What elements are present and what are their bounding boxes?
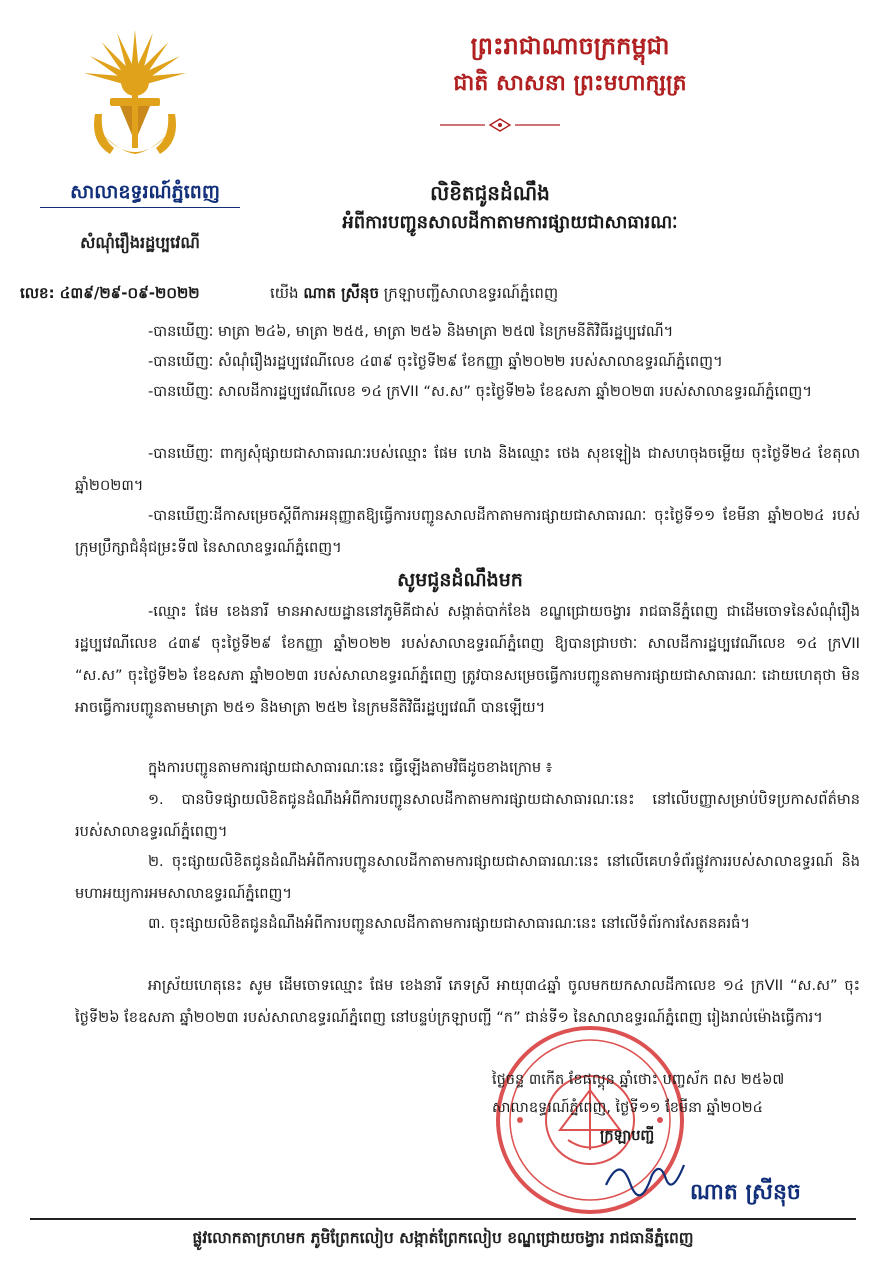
notice-paragraph: -ឈ្មោះ ផែម ខេងនារី មានអាសយដ្ឋាននៅភូមិគីជាស់ សង្កាត់បាក់ខែង ខណ្ឌជ្រោយចង្វារ រាជធានីភ្នំពេញ ជាដើមចោទនៃសំណុំរឿងរដ្ឋប្បវេណីលេខ ៤៣៩ ចុះថ្ងៃទី២៩ ខែកញ្ញា ឆ្នាំ២០២២ របស់សាលាឧទ្ធរណ៍ភ្នំពេញ ឱ្យបានជ្រាបថាៈ សាលដីការដ្ឋប្បវេណីលេខ ១៤ ក្រVII “ស.ស” ចុះថ្ងៃទី២៦ ខែឧសភា ឆ្នាំ២០២៣ របស់សាលាឧទ្ធរណ៍ភ្នំពេញ ត្រូវបានសម្រេចធ្វើការបញ្ជូនតាមការផ្សាយជាសាធារណៈ ដោយហេតុថា មិនអាចធ្វើការបញ្ជូនតាមមាត្រា ២៥១ និងមាត្រា ២៥២ នៃក្រមនីតិវិធីរដ្ឋប្បវេណី បានឡើយ។ [75, 603, 860, 716]
signer-name: ណាត ស្រីនុច [690, 1180, 801, 1205]
intro-prefix: យើង [270, 284, 299, 302]
consideration-2: -បានឃើញៈ សំណុំរឿងរដ្ឋប្បវេណីលេខ ៤៣៩ ចុះថ្ងៃទី២៩ ខែកញ្ញា ឆ្នាំ២០២២ របស់សាលាឧទ្ធរណ៍ភ្នំពេញ។ [148, 353, 723, 370]
document-subtitle: អំពីការបញ្ជូនសាលដីកាតាមការផ្សាយជាសាធារណៈ [342, 212, 678, 233]
case-type: សំណុំរឿងរដ្ឋប្បវេណី [80, 233, 200, 252]
cambodia-emblem-icon [80, 22, 190, 172]
summons-paragraph: អាស្រ័យហេតុនេះ សូម ដើមចោទឈ្មោះ ផែម ខេងនារី ភេទស្រី អាយុ៣៤ឆ្នាំ ចូលមកយកសាលដីកាលេខ ១៤ ក្រVII “ស.ស” ចុះថ្ងៃទី២៦ ខែឧសភា ឆ្នាំ២០២៣ របស់សាលាឧទ្ធរណ៍ភ្នំពេញ នៅបន្ទប់ក្រឡាបញ្ជី “ក” ជាន់ទី១ នៃសាលាឧទ្ធរណ៍ភ្នំពេញ រៀងរាល់ម៉ោងធ្វើការ។ [75, 977, 860, 1026]
document-title: លិខិតជូនដំណឹង [430, 181, 550, 205]
consideration-1: -បានឃើញៈ មាត្រា ២៤៦, មាត្រា ២៥៥, មាត្រា ២៥៦ និងមាត្រា ២៥៧ នៃក្រមនីតិវិធីរដ្ឋប្បវេណី។ [148, 323, 674, 340]
notice-heading: សូមជូនដំណឹងមក [397, 569, 523, 591]
signer-title: ក្រឡាបញ្ជី [600, 1128, 655, 1144]
kingdom-heading: ព្រះរាជាណាចក្រកម្ពុជា [470, 32, 670, 60]
intro-line [270, 284, 860, 306]
footer-divider [30, 1218, 856, 1220]
solar-date: សាលាឧទ្ធរណ៍ភ្នំពេញ, ថ្ងៃទី១១ ខែមីនា ឆ្នាំ២០២៤ [492, 1100, 763, 1116]
method-intro: ក្នុងការបញ្ជូនតាមការផ្សាយជាសាធារណៈនេះ ធ្វើឡើងតាមវិធីដូចខាងក្រោម ៖ [148, 759, 553, 776]
method-1: ១. បានបិទផ្សាយលិខិតជូនដំណឹងអំពីការបញ្ជូនសាលដីកាតាមការផ្សាយជាសាធារណៈនេះ នៅលើបញ្ញាសម្រាប់បិទប្រកាសព័ត៌មានរបស់សាលាឧទ្ធរណ៍ភ្នំពេញ។ [75, 791, 860, 840]
footer-address: ផ្លូវលោកតាក្រហមក ភូមិព្រែកលៀប សង្កាត់ព្រែកលៀប ខណ្ឌជ្រោយចង្វារ រាជធានីភ្នំពេញ [192, 1229, 694, 1247]
consideration-3: -បានឃើញៈ សាលដីការដ្ឋប្បវេណីលេខ ១៤ ក្រVII “ស.ស” ចុះថ្ងៃទី២៦ ខែឧសភា ឆ្នាំ២០២៣ របស់សាលាឧទ្ធរណ៍ភ្នំពេញ។ [148, 383, 812, 400]
reference-number: លេខ: ៤៣៩/២៩-០៩-២០២២ [20, 284, 200, 302]
signature-mark [600, 1145, 690, 1205]
intro-role: ក្រឡាបញ្ជីសាលាឧទ្ធរណ៍ភ្នំពេញ [383, 284, 559, 302]
ornament-divider-icon [440, 118, 560, 132]
consideration-5: -បានឃើញៈដីកាសម្រេចស្តីពីការអនុញ្ញាតឱ្យធ្វើការបញ្ជូនសាលដីកាតាមការផ្សាយជាសាធារណៈ ចុះថ្ងៃទី១១ ខែមីនា ឆ្នាំ២០២៤ របស់ក្រុមប្រឹក្សាជំនុំជម្រះទី៧ នៃសាលាឧទ្ធរណ៍ភ្នំពេញ។ [75, 507, 860, 556]
method-2: ២. ចុះផ្សាយលិខិតជូនដំណឹងអំពីការបញ្ជូនសាលដីកាតាមការផ្សាយជាសាធារណៈនេះ នៅលើគេហទំព័រផ្លូវការរបស់សាលាឧទ្ធរណ៍ និងមហាអយ្យការអមសាលាឧទ្ធរណ៍ភ្នំពេញ។ [75, 853, 860, 902]
intro-name: ណាត ស្រីនុច [303, 284, 379, 302]
lunar-date: ថ្ងៃចន្ទ ៣កើត ខែផល្គុន ឆ្នាំថោះ បញ្ចស័ក ពស ២៥៦៧ [492, 1072, 785, 1088]
method-3: ៣. ចុះផ្សាយលិខិតជូនដំណឹងអំពីការបញ្ជូនសាលដីកាតាមការផ្សាយជាសាធារណៈនេះ នៅលើទំព័រការសែតនគរធំ។ [148, 915, 751, 932]
national-motto: ជាតិ សាសនា ព្រះមហាក្សត្រ [453, 71, 687, 96]
court-name: សាលាឧទ្ធរណ៍ភ្នំពេញ [70, 181, 220, 203]
court-name-underline [40, 207, 240, 208]
consideration-4: -បានឃើញៈ ពាក្យសុំផ្សាយជាសាធារណៈរបស់ឈ្មោះ ផែម ហេង និងឈ្មោះ ថេង សុខឡៀង ជាសហចុងចម្លើយ ចុះថ្ងៃទី២៤ ខែតុលា ឆ្នាំ២០២៣។ [75, 445, 860, 494]
